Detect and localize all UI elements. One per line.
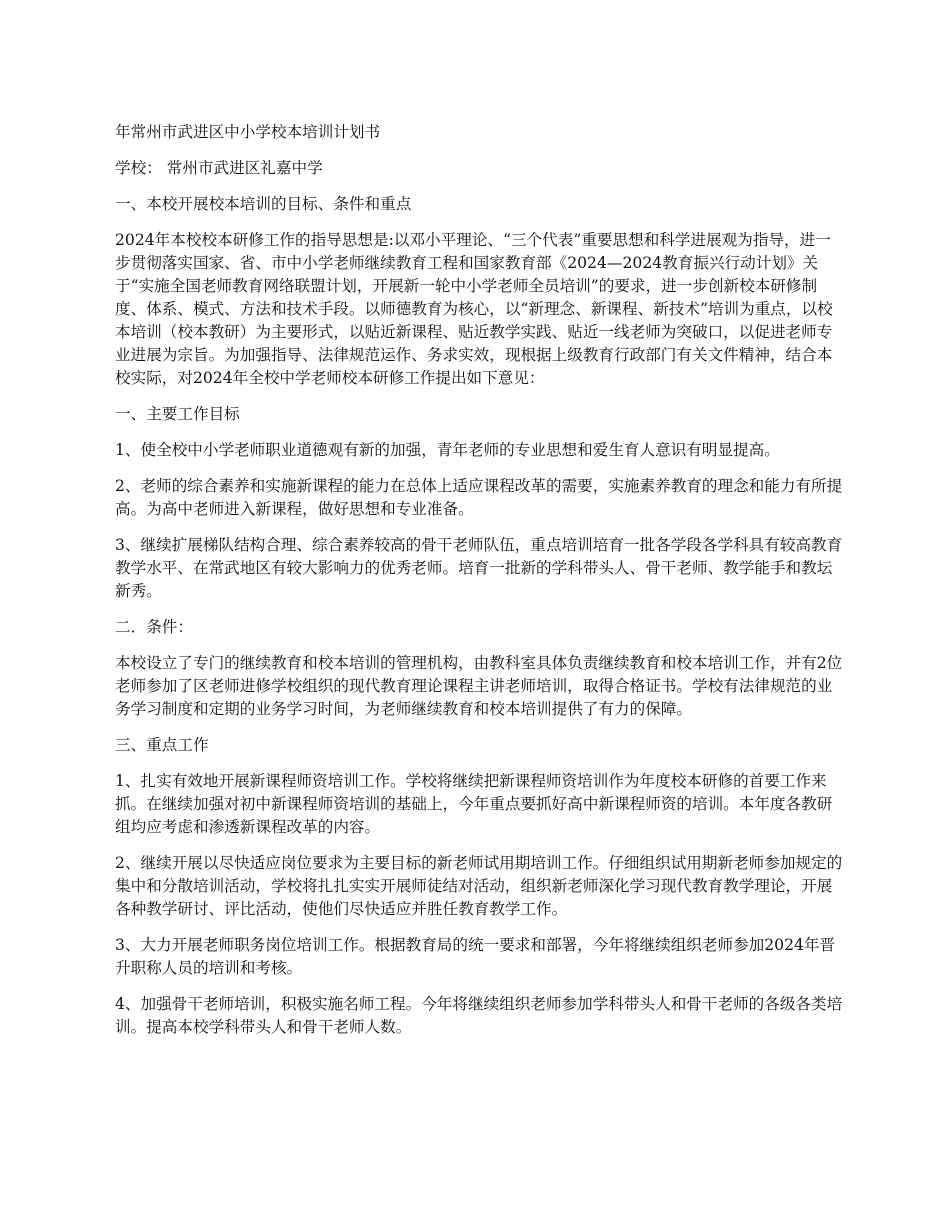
goal-item-2: 2、老师的综合素养和实施新课程的能力在总体上适应课程改革的需要，实施素养教育的理念和能力有所提高。为高中老师进入新课程，做好思想和专业准备。: [115, 477, 843, 518]
focus-item-1: 1、扎实有效地开展新课程师资培训工作。学校将继续把新课程师资培训作为年度校本研修的首要工作来抓。在继续加强对初中新课程师资培训的基础上，今年重点要抓好高中新课程师资的培训。本年度各教研组均应考虑和渗透新课程改革的内容。: [115, 772, 833, 836]
focus-item-4: 4、加强骨干老师培训，积极实施名师工程。今年将继续组织老师参加学科带头人和骨干老师的各级各类培训。提高本校学科带头人和骨干老师人数。: [115, 995, 843, 1036]
focus-item-3: 3、大力开展老师职务岗位培训工作。根据教育局的统一要求和部署，今年将继续组织老师参加2024年晋升职称人员的培训和考核。: [115, 936, 836, 977]
document-body: [115, 121, 845, 1052]
conditions-paragraph: 本校设立了专门的继续教育和校本培训的管理机构，由教科室具体负责继续教育和校本培训工作，并有2位老师参加了区老师进修学校组织的现代教育理论课程主讲老师培训，取得合格证书。学校有法律规范的业务学习制度和定期的业务学习时间，为老师继续教育和校本培训提供了有力的保障。: [115, 654, 843, 718]
intro-paragraph: 2024年本校校本研修工作的指导思想是:以邓小平理论、“三个代表”重要思想和科学进展观为指导，进一步贯彻落实国家、省、市中小学老师继续教育工程和国家教育部《2024—2024教育振兴行动计划》关于“实施全国老师教育网络联盟计划，开展新一轮中小学老师全员培训”的要求，进一步创新校本研修制度、体系、模式、方法和技术手段。以师德教育为核心，以“新理念、新课程、新技术”培训为重点，以校本培训（校本教研）为主要形式，以贴近新课程、贴近教学实践、贴近一线老师为突破口，以促进老师专业进展为宗旨。为加强指导、法律规范运作、务求实效，现根据上级教育行政部门有关文件精神，结合本校实际，对2024年全校中学老师校本研修工作提出如下意见：: [115, 231, 833, 387]
conditions-heading: 二．条件：: [115, 618, 193, 636]
focus-item-2: 2、继续开展以尽快适应岗位要求为主要目标的新老师试用期培训工作。仔细组织试用期新老师参加规定的集中和分散培训活动，学校将扎扎实实开展师徒结对活动，组织新老师深化学习现代教育教学理论，开展各种教学研讨、评比活动，使他们尽快适应并胜任教育教学工作。: [115, 854, 843, 918]
goal-item-1: 1、使全校中小学老师职业道德观有新的加强，青年老师的专业思想和爱生育人意识有明显提高。: [115, 441, 780, 459]
section1-heading: 一、本校开展校本培训的目标、条件和重点: [115, 195, 412, 213]
school-line: 学校： 常州市武进区礼嘉中学: [115, 159, 323, 177]
goals-heading: 一、主要工作目标: [115, 405, 240, 423]
document-title: 年常州市武进区中小学校本培训计划书: [115, 123, 381, 141]
focus-heading: 三、重点工作: [115, 736, 209, 754]
goal-item-3: 3、继续扩展梯队结构合理、综合素养较高的骨干老师队伍，重点培训培育一批各学段各学科具有较高教育教学水平、在常武地区有较大影响力的优秀老师。培育一批新的学科带头人、骨干老师、教学能手和教坛新秀。: [115, 536, 843, 600]
